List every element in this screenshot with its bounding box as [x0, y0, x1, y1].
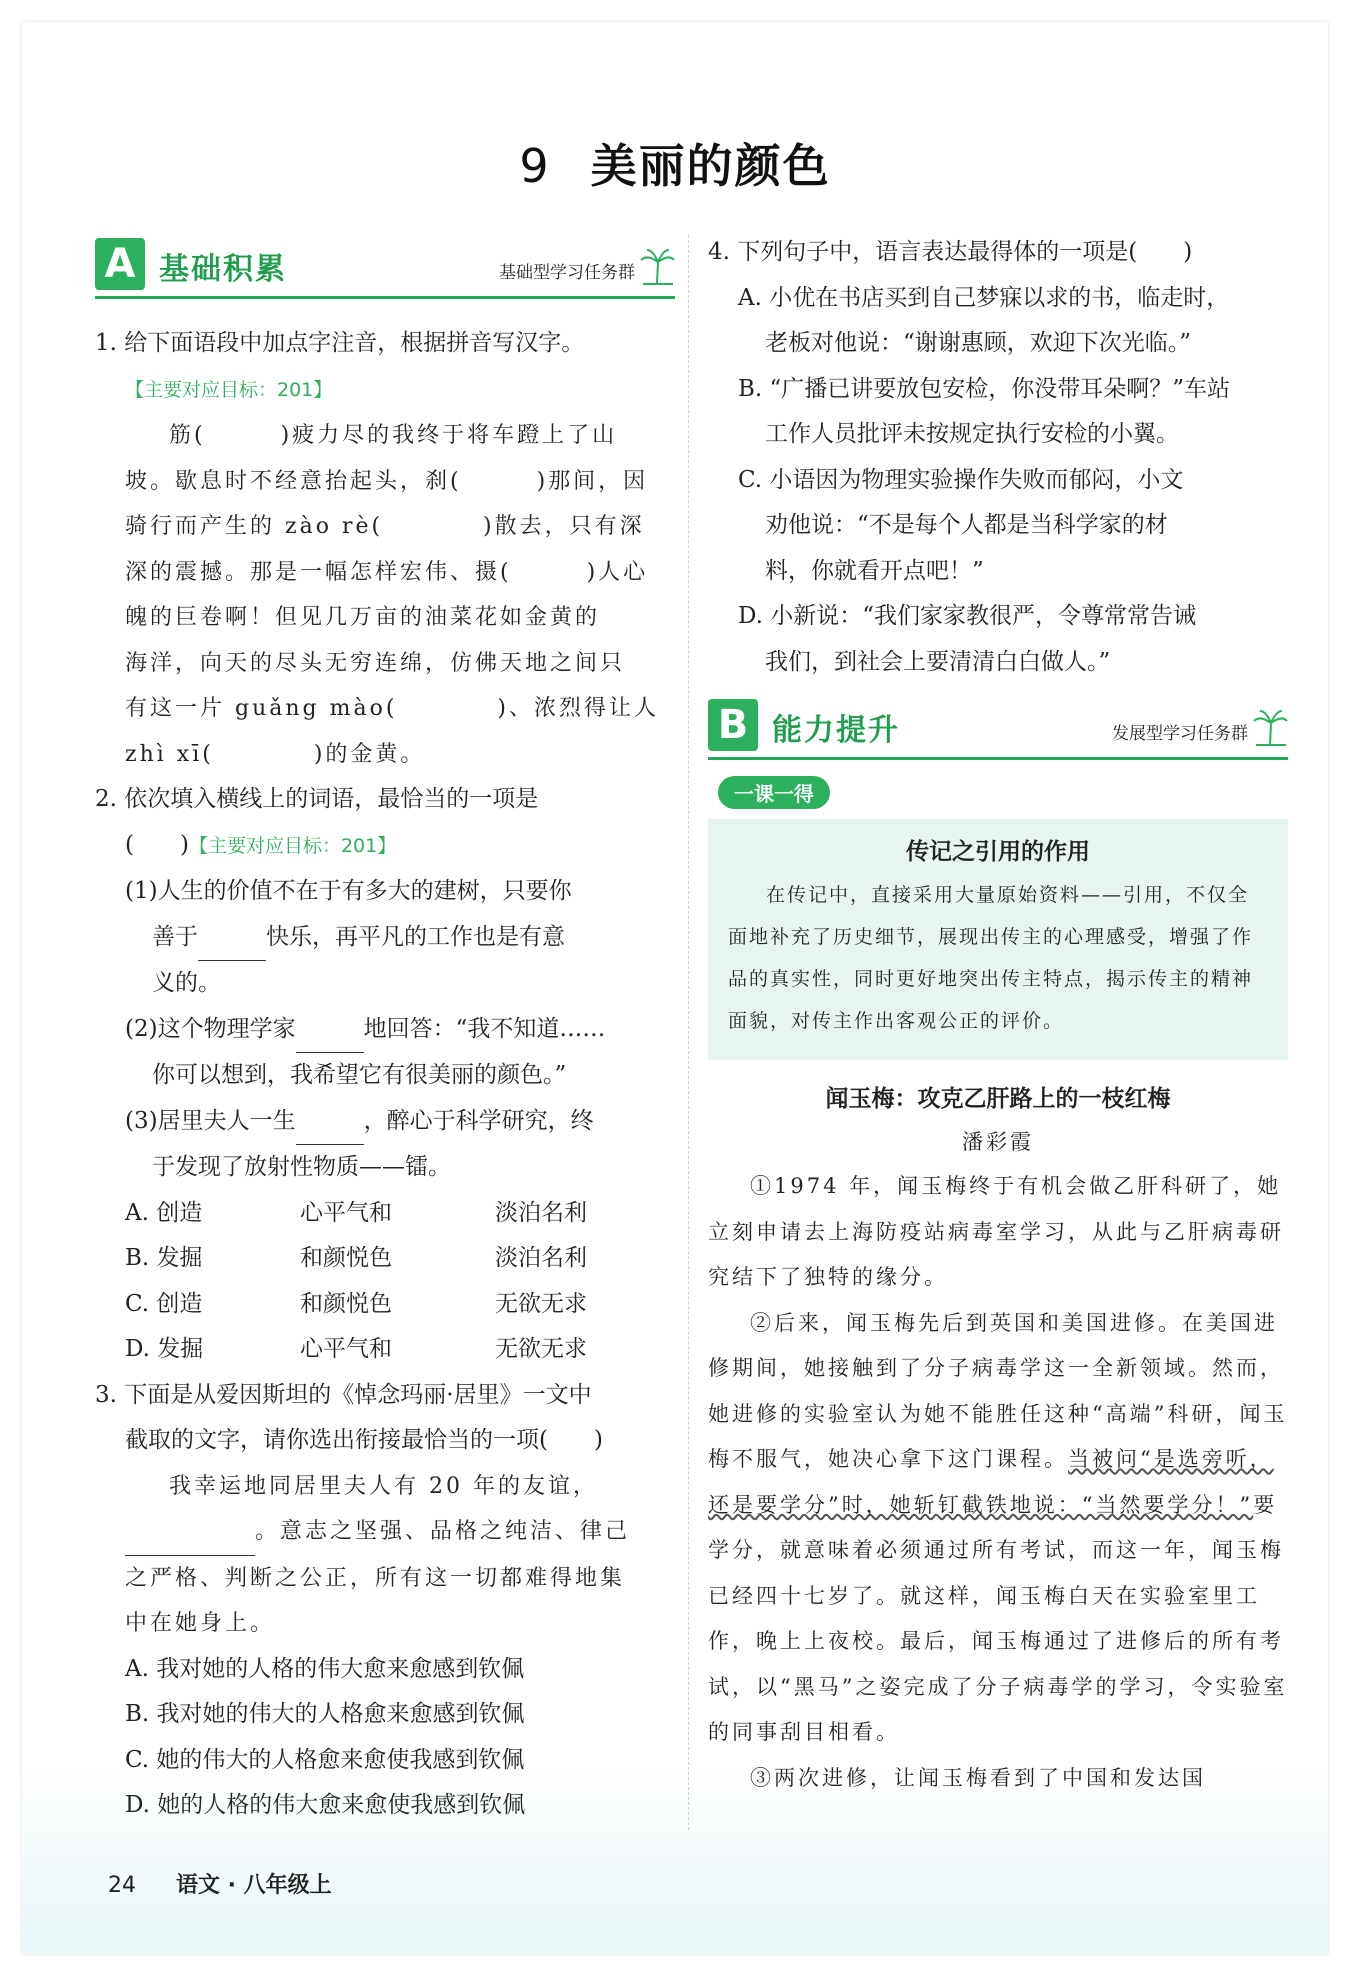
section-a-header	[95, 238, 675, 299]
q3-passage-blank-line: 。意志之坚强、品格之纯洁、律己	[95, 1509, 675, 1556]
q1-line: zhì xī( )的金黄。	[125, 741, 426, 767]
q3-option-b[interactable]: B. 我对她的伟大的人格愈来愈感到钦佩	[125, 1701, 525, 1727]
q4-option-a-cont: 老板对他说：“谢谢惠顾，欢迎下次光临。”	[765, 330, 1192, 356]
q2-answer-paren[interactable]: ( )	[125, 831, 189, 858]
q1-line: 有这一片 guǎng mào( )、浓烈得让人	[125, 696, 659, 721]
q2-s2-cont: 你可以想到，我希望它有很美丽的颜色。”	[152, 1062, 567, 1088]
q2-s1: (1)人生的价值不在于有多大的建树，只要你	[125, 878, 572, 904]
section-a-subtitle: 基础型学习任务群	[499, 263, 635, 283]
section-b-subtitle: 发展型学习任务群	[1112, 724, 1248, 744]
q1-line: 深的震撼。那是一幅怎样宏伟、摄( )人心	[125, 559, 649, 585]
lesson-name: 美丽的颜色	[590, 139, 831, 193]
tip-text: 在传记中，直接采用大量原始资料——引用，不仅全面地补充了历史细节，展现出传主的心理感受，增强了作品的真实性，同时更好地突出传主特点，揭示传主的精神面貌，对传主作出客观公正的评价。	[728, 884, 1254, 1032]
q3-stem-cont: 截取的文字，请你选出衔接最恰当的一项( )	[125, 1427, 603, 1453]
left-column	[95, 238, 675, 1829]
q1-line: 骑行而产生的 zào rè( )散去，只有深	[125, 514, 645, 539]
q4-option-c-cont: 劝他说：“不是每个人都是当科学家的材	[765, 512, 1168, 538]
q1-line: 海洋，向天的尽头无穷连绵，仿佛天地之间只	[125, 650, 626, 676]
lesson-gain-badge: 一课一得	[718, 776, 830, 809]
q3-passage: 之严格、判断之公正，所有这一切都难得地集	[125, 1565, 626, 1591]
q2-answer-line	[95, 823, 675, 870]
tip-box	[708, 819, 1288, 1060]
q1-line: 筋( )疲力尽的我终于将车蹬上了山	[169, 423, 618, 448]
q2-option-b[interactable]: B. 发掘 和颜悦色 淡泊名利	[125, 1245, 587, 1271]
q4-option-c[interactable]: C. 小语因为物理实验操作失败而郁闷，小文	[738, 466, 1184, 493]
tip-title: 传记之引用的作用	[906, 839, 1090, 865]
q2-stem: 2. 依次填入横线上的词语，最恰当的一项是	[95, 786, 539, 812]
q2-option-d[interactable]: D. 发掘 心平气和 无欲无求	[125, 1336, 587, 1362]
q3-passage: 我幸运地同居里夫人有 20 年的友谊，	[169, 1473, 598, 1499]
q2-s1-cont: 善于 快乐，再平凡的工作也是有意	[95, 915, 675, 962]
column-divider	[688, 235, 689, 1830]
palm-tree-icon	[639, 246, 675, 286]
q1-line: 坡。歇息时不经意抬起头，刹( )那间，因	[125, 468, 649, 494]
q3-option-a[interactable]: A. 我对她的人格的伟大愈来愈感到钦佩	[125, 1655, 525, 1682]
q2-tag: 【主要对应目标：201】	[188, 834, 397, 857]
palm-tree-icon	[1252, 707, 1288, 747]
section-b-title: 能力提升	[772, 713, 900, 748]
article-author: 潘彩霞	[962, 1130, 1034, 1154]
right-column	[708, 230, 1288, 1801]
page-footer	[108, 1868, 332, 1899]
q4-option-b[interactable]: B. “广播已讲要放包安检，你没带耳朵啊？”车站	[738, 375, 1231, 402]
q2-option-a[interactable]: A. 创造 心平气和 淡泊名利	[125, 1199, 587, 1226]
lesson-number: 9	[519, 139, 551, 193]
article-paragraph-3: ③两次进修，让闻玉梅看到了中国和发达国	[750, 1765, 1206, 1790]
q2-s3: (3)居里夫人一生 ，醉心于科学研究，终	[95, 1099, 675, 1146]
section-b-letter: B	[708, 699, 758, 751]
q3-blank[interactable]	[125, 1509, 255, 1556]
page-number: 24	[108, 1873, 136, 1898]
q3-option-c[interactable]: C. 她的伟大的人格愈来愈使我感到钦佩	[125, 1746, 525, 1773]
article-title: 闻玉梅：攻克乙肝路上的一枝红梅	[825, 1086, 1171, 1112]
section-a-letter: A	[95, 238, 145, 290]
article-paragraph-2: ②后来，闻玉梅先后到英国和美国进修。在美国进修期间，她接触到了分子病毒学这一全新领域。然而，她进修的实验室认为她不能胜任这种“高端”科研，闻玉梅不服气，她决心拿下这门课程。当被问“是选旁听，还是要学分”时，她斩钉截铁地说：“当然要学分！”要学分，就意味着必须通过所有考试，而这一年，闻玉梅已经四十七岁了。就这样，闻玉梅白天在实验室里工作，晚上上夜校。最后，闻玉梅通过了进修后的所有考试，以“黑马”之姿完成了分子病毒学的学习，令实验室的同事刮目相看。	[708, 1310, 1288, 1744]
q1-stem: 1. 给下面语段中加点字注音，根据拼音写汉字。	[95, 330, 585, 356]
q2-blank-1[interactable]	[198, 915, 266, 962]
q4-stem: 4. 下列句子中，语言表达最得体的一项是( )	[708, 239, 1193, 265]
section-a-title: 基础积累	[159, 252, 287, 287]
q3-stem: 3. 下面是从爱因斯坦的《悼念玛丽·居里》一文中	[95, 1381, 592, 1408]
q3-passage: 中在她身上。	[125, 1611, 276, 1636]
q4-option-d[interactable]: D. 小新说：“我们家家教很严，令尊常常告诫	[738, 603, 1197, 629]
lesson-title	[0, 130, 1350, 196]
wavy-underlined-sentence: 当被问“是选旁听，还是要学分”时，她斩钉截铁地说：“当然要学分！”	[708, 1447, 1274, 1517]
q4-option-c-cont: 料，你就看开点吧！”	[765, 557, 984, 584]
q2-option-c[interactable]: C. 创造 和颜悦色 无欲无求	[125, 1290, 587, 1317]
q2-s2: (2)这个物理学家 地回答：“我不知道……	[95, 1007, 675, 1054]
q4-option-b-cont: 工作人员批评未按规定执行安检的小翼。	[765, 421, 1179, 447]
section-b-header	[708, 699, 1288, 760]
q1-tag: 【主要对应目标：201】	[125, 378, 333, 401]
book-name: 语文 · 八年级上	[176, 1873, 332, 1898]
article-paragraph-1: ①1974 年，闻玉梅终于有机会做乙肝科研了，她立刻申请去上海防疫站病毒室学习，从此与乙肝病毒研究结下了独特的缘分。	[708, 1174, 1284, 1289]
q2-s3-cont: 于发现了放射性物质——镭。	[152, 1154, 451, 1180]
q4-option-a[interactable]: A. 小优在书店买到自己梦寐以求的书，临走时，	[738, 284, 1230, 311]
q2-s1-end: 义的。	[152, 970, 221, 996]
q1-line: 魄的巨卷啊！但见几万亩的油菜花如金黄的	[125, 605, 601, 630]
q2-blank-2[interactable]	[296, 1007, 364, 1054]
q3-option-d[interactable]: D. 她的人格的伟大愈来愈使我感到钦佩	[125, 1792, 526, 1818]
q4-option-d-cont: 我们，到社会上要清清白白做人。”	[765, 648, 1111, 675]
q2-blank-3[interactable]	[296, 1099, 364, 1146]
